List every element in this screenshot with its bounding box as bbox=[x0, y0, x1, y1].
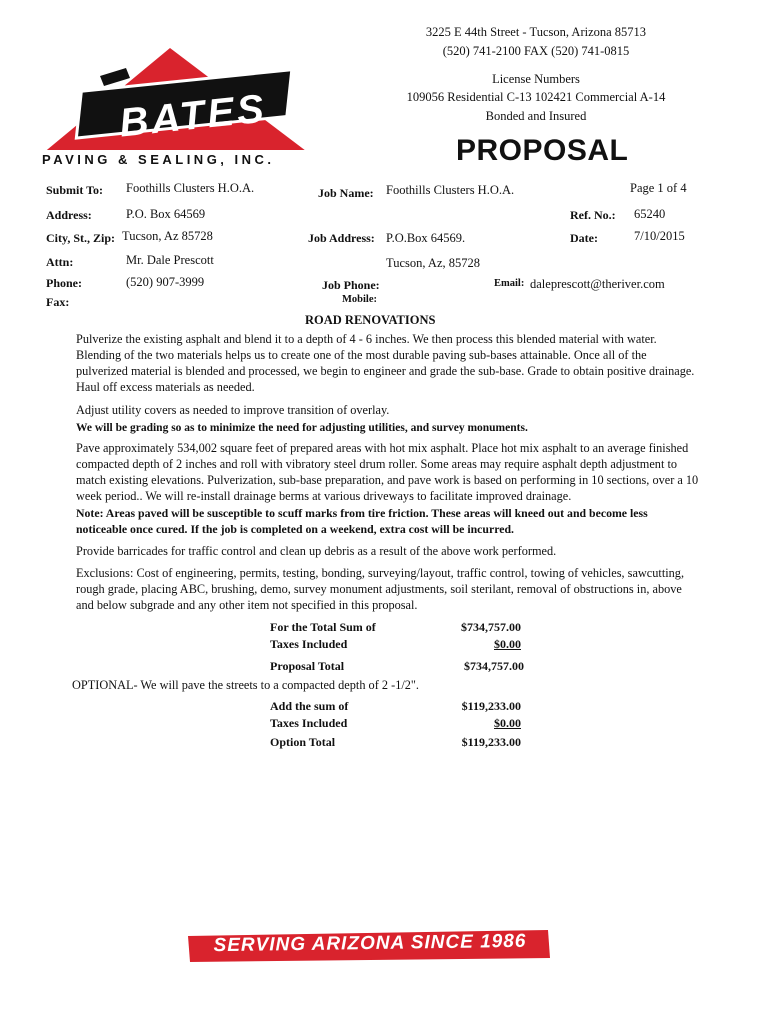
taxes-label: Taxes Included bbox=[270, 637, 348, 651]
logo-tagline: PAVING & SEALING, INC. bbox=[42, 152, 275, 167]
job-phone-label: Job Phone: bbox=[322, 278, 380, 292]
city-label: City, St., Zip: bbox=[46, 231, 116, 245]
option-total-value: $119,233.00 bbox=[461, 735, 521, 749]
add-sum-label: Add the sum of bbox=[270, 699, 349, 713]
paragraph-note: Note: Areas paved will be susceptible to scuff marks from tire friction. These areas will kneed out and become less noticeable once cured. If the job is completed on a weekend, extra cost will be incurred. bbox=[76, 506, 648, 536]
attn-label: Attn: bbox=[46, 255, 74, 269]
optional-text: OPTIONAL- We will pave the streets to a compacted depth of 2 -1/2". bbox=[72, 678, 419, 692]
job-name-value: Foothills Clusters H.O.A. bbox=[386, 183, 515, 197]
total-sum-label: For the Total Sum of bbox=[270, 620, 376, 634]
license-numbers: 109056 Residential C-13 102421 Commercial A-14 bbox=[406, 90, 666, 104]
paragraph-pulverize: Pulverize the existing asphalt and blend it to a depth of 4 - 6 inches. We then process this blended material with water. Blending of the two materials helps us to create one of the most durable paving sub-bases attainable. Once all of the pulverized material is blended and processed, we begin to engineer and grade the sub-base. Grade to obtain positive drainage. Haul off excess materials as needed. bbox=[76, 332, 695, 394]
job-name-label: Job Name: bbox=[318, 186, 374, 200]
submit-to-label: Submit To: bbox=[46, 183, 104, 197]
city-value: Tucson, Az 85728 bbox=[122, 229, 213, 243]
ref-no-label: Ref. No.: bbox=[570, 208, 616, 222]
phone-label: Phone: bbox=[46, 276, 82, 290]
submit-to-value: Foothills Clusters H.O.A. bbox=[126, 181, 255, 195]
job-address-line1: P.O.Box 64569. bbox=[386, 231, 466, 245]
date-label: Date: bbox=[570, 231, 598, 245]
ref-no-value: 65240 bbox=[634, 207, 666, 221]
email-value: daleprescott@theriver.com bbox=[530, 277, 665, 291]
footer-banner bbox=[184, 926, 554, 966]
paragraph-grading: We will be grading so as to minimize the need for adjusting utilities, and survey monuments. bbox=[76, 422, 528, 434]
section-title: ROAD RENOVATIONS bbox=[305, 313, 436, 327]
total-sum-value: $734,757.00 bbox=[461, 620, 521, 634]
phone-value: (520) 907-3999 bbox=[126, 275, 205, 289]
date-value: 7/10/2015 bbox=[634, 229, 685, 243]
job-address-label: Job Address: bbox=[308, 231, 375, 245]
paragraph-exclusions: Exclusions: Cost of engineering, permits, testing, bonding, surveying/layout, traffic control, towing of vehicles, sawcutting, rough grade, placing ABC, brushing, demo, survey monument adjustments, soil sterilant, removal of obstructions in, above and below subgrade and any other item not specified in this proposal. bbox=[76, 566, 685, 612]
license-title: License Numbers bbox=[492, 72, 580, 86]
add-sum-value: $119,233.00 bbox=[461, 699, 521, 713]
option-total-label: Option Total bbox=[270, 735, 336, 749]
company-logo bbox=[30, 42, 320, 177]
job-address-line2: Tucson, Az, 85728 bbox=[386, 256, 480, 270]
banner-text: SERVING ARIZONA SINCE 1986 bbox=[213, 930, 527, 957]
email-label: Email: bbox=[494, 278, 525, 289]
logo-wordmark: BATES bbox=[117, 86, 269, 146]
paragraph-barricades: Provide barricades for traffic control and clean up debris as a result of the above work performed. bbox=[76, 544, 557, 558]
address-label: Address: bbox=[46, 208, 92, 222]
attn-value: Mr. Dale Prescott bbox=[126, 253, 214, 267]
proposal-total-value: $734,757.00 bbox=[464, 659, 524, 673]
company-phone-fax: (520) 741-2100 FAX (520) 741-0815 bbox=[442, 44, 630, 58]
document-title: PROPOSAL bbox=[456, 134, 629, 167]
paragraph-utility-covers: Adjust utility covers as needed to improve transition of overlay. bbox=[76, 403, 390, 417]
bonded-insured: Bonded and Insured bbox=[485, 109, 587, 123]
taxes-value: $0.00 bbox=[494, 637, 521, 651]
option-taxes-label: Taxes Included bbox=[270, 716, 348, 730]
paragraph-pave: Pave approximately 534,002 square feet of prepared areas with hot mix asphalt. Place hot mix asphalt to an average finished compacted depth of 2 inches and roll with vibratory steel drum roller. Some areas may require asphalt depth adjustment to match existing elevations. Pulverization, sub-base preparation, and pave work is based on performing in 10 sections, over a 10 week period.. We will re-install drainage berms at various driveways to facilitate improved drainage. bbox=[76, 441, 699, 503]
company-address: 3225 E 44th Street - Tucson, Arizona 85713 bbox=[425, 25, 647, 39]
mobile-label: Mobile: bbox=[342, 294, 377, 305]
option-taxes-value: $0.00 bbox=[494, 716, 521, 730]
address-value: P.O. Box 64569 bbox=[126, 207, 206, 221]
fax-label: Fax: bbox=[46, 295, 70, 309]
proposal-total-label: Proposal Total bbox=[270, 659, 345, 673]
page-indicator: Page 1 of 4 bbox=[630, 181, 687, 195]
